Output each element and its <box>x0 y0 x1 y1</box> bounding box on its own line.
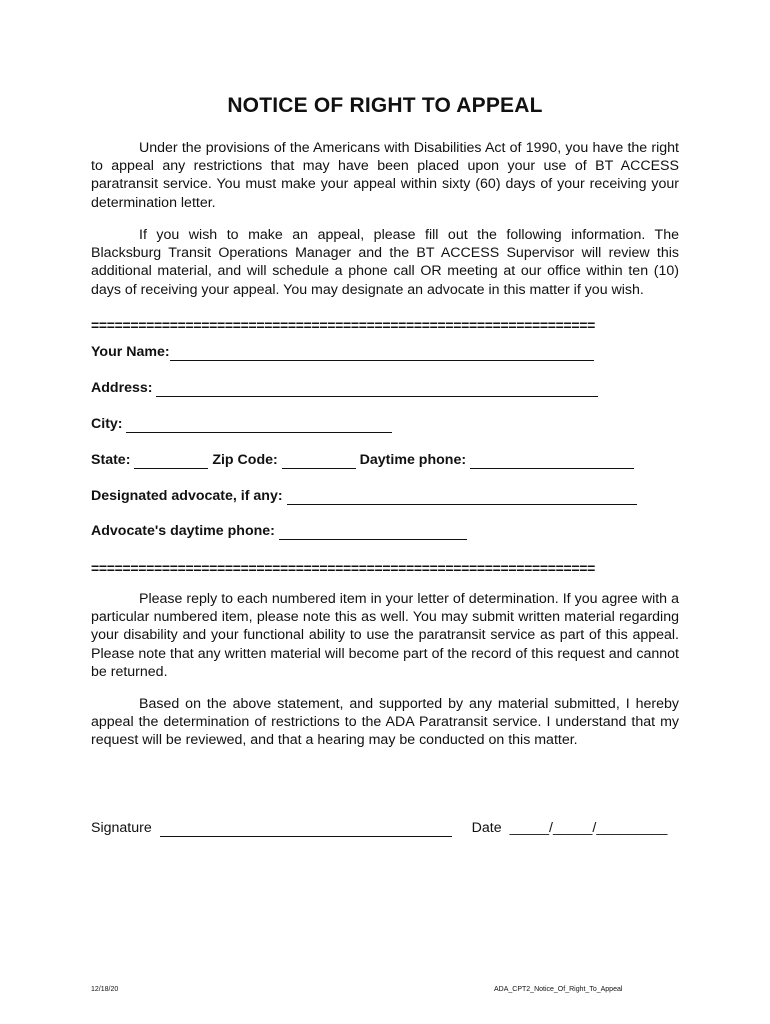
state-zip-phone-row <box>91 451 634 471</box>
state-field[interactable] <box>134 453 208 469</box>
advocate-field[interactable] <box>287 489 637 505</box>
zip-field[interactable] <box>282 453 356 469</box>
daytime-phone-field[interactable] <box>470 453 634 469</box>
instructions-paragraph: If you wish to make an appeal, please fill out the following information. The Blacksburg Transit Operations Manager and the BT ACCESS Supervisor will review this additional material, and will schedule a phone call OR meeting at our office within ten (10) days of receiving your appeal. You may designate an advocate in this matter if you wish. <box>91 227 679 298</box>
daytime-phone-label: Daytime phone: <box>359 452 467 468</box>
advocate-phone-label: Advocate's daytime phone: <box>91 523 275 539</box>
section-divider-bottom: ================================================================ <box>91 560 596 576</box>
name-label: Your Name: <box>91 344 170 360</box>
intro-paragraph: Under the provisions of the Americans with Disabilities Act of 1990, you have the right to appeal any restrictions that may have been placed upon your use of BT ACCESS paratransit service. You must make your appeal within sixty (60) days of your receiving your determination letter. <box>91 140 679 211</box>
date-label: Date <box>471 820 502 836</box>
city-field-row <box>91 415 392 435</box>
state-label: State: <box>91 452 131 468</box>
address-label: Address: <box>91 380 153 396</box>
address-field[interactable] <box>156 381 598 397</box>
city-label: City: <box>91 416 123 432</box>
footer-revision-date: 12/18/20 <box>91 986 119 993</box>
advocate-field-row <box>91 487 637 507</box>
footer-document-id: ADA_CPT2_Notice_Of_Right_To_Appeal <box>494 986 623 993</box>
signature-field-extension[interactable] <box>336 821 452 837</box>
advocate-phone-field-row <box>91 522 467 542</box>
statement-paragraph: Based on the above statement, and supported by any material submitted, I hereby appeal the determination of restrictions to the ADA Paratransit service. I understand that my request will be reviewed, and that a hearing may be conducted on this matter. <box>91 696 679 749</box>
reply-paragraph: Please reply to each numbered item in your letter of determination. If you agree with a particular numbered item, please note this as well. You may submit written material regarding your disability and your functional ability to use the paratransit service as part of this appeal. Please note that any written material will become part of the record of this request and cannot be returned. <box>91 591 679 680</box>
document-title: NOTICE OF RIGHT TO APPEAL <box>227 94 543 117</box>
advocate-label: Designated advocate, if any: <box>91 488 283 504</box>
signature-field[interactable] <box>160 821 336 837</box>
name-field-row <box>91 343 594 363</box>
advocate-phone-field[interactable] <box>279 524 467 540</box>
signature-row <box>91 819 667 839</box>
zip-label: Zip Code: <box>212 452 278 468</box>
section-divider-top: ================================================================ <box>91 317 596 333</box>
address-field-row <box>91 379 598 399</box>
city-field[interactable] <box>126 417 392 433</box>
date-field[interactable]: _____/_____/_________ <box>509 820 668 836</box>
signature-label: Signature <box>91 820 152 836</box>
name-field[interactable] <box>170 345 594 361</box>
